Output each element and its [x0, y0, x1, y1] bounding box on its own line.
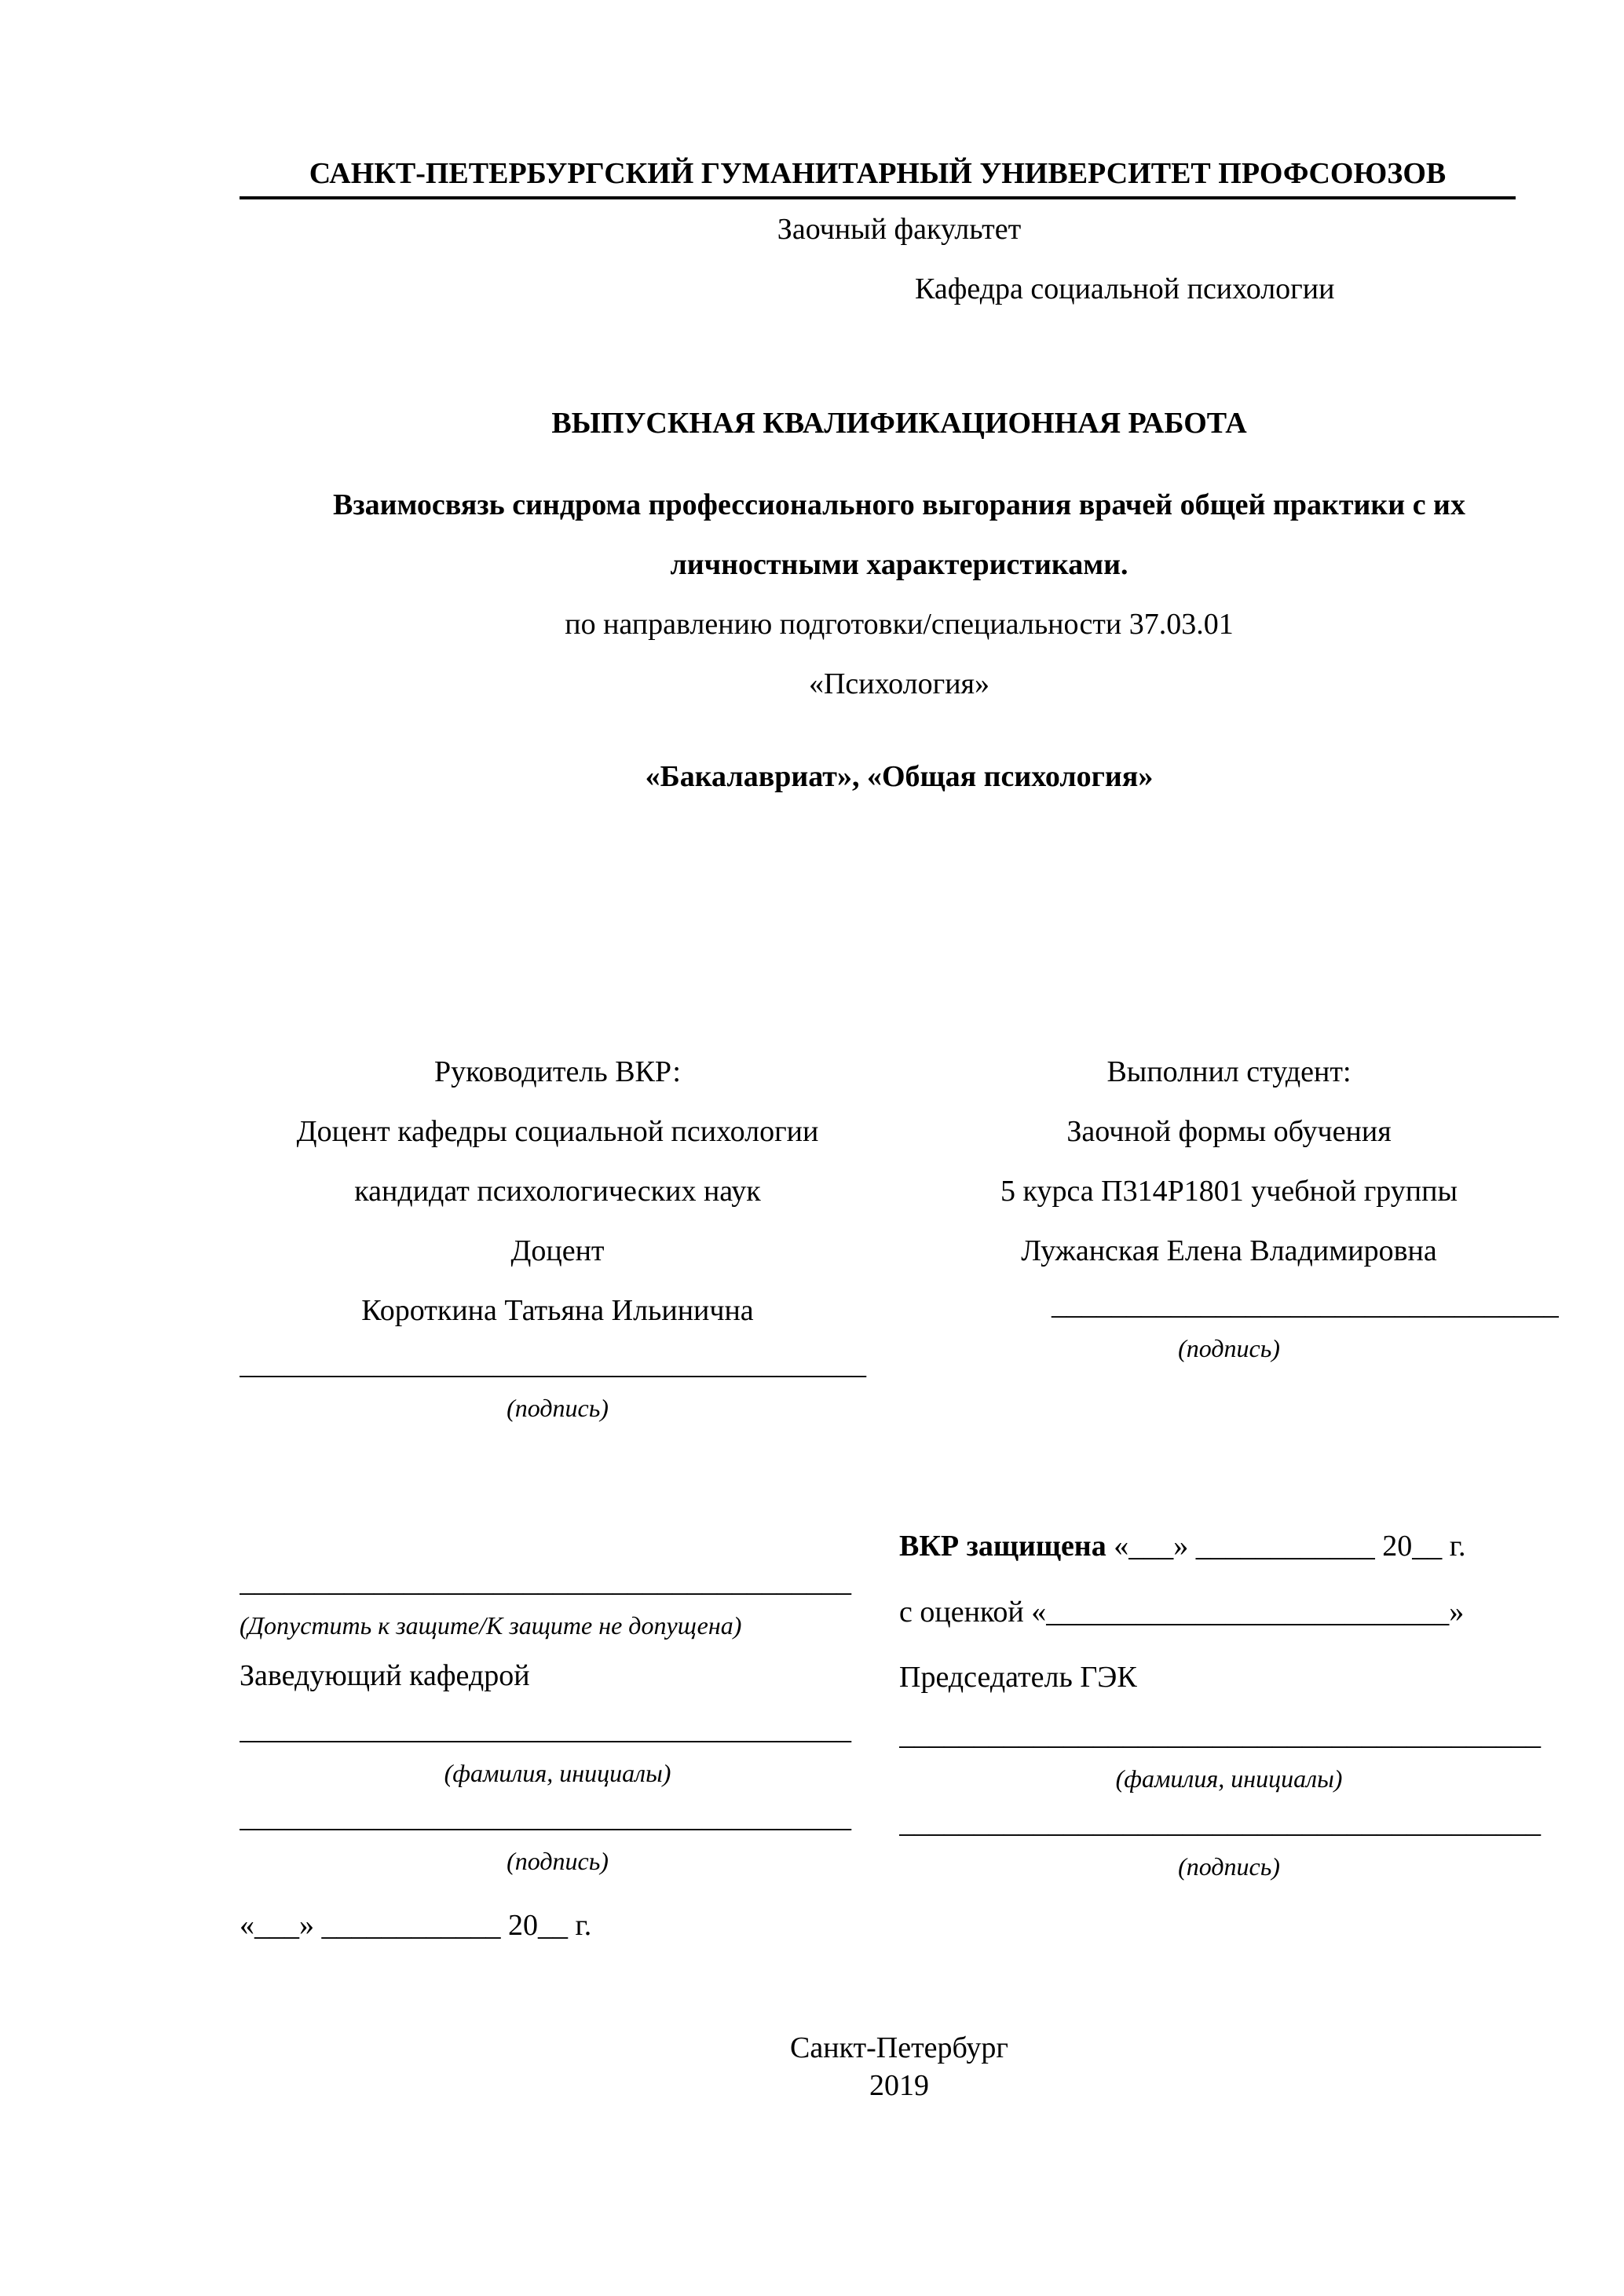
department-head-label: Заведующий кафедрой: [240, 1659, 530, 1693]
admission-date-line: «___» ____________ 20__ г.: [240, 1909, 592, 1943]
defense-date-line: [899, 1514, 1559, 1580]
chairman-label: Председатель ГЭК: [899, 1661, 1137, 1695]
supervisor-signature-caption: (подпись): [507, 1393, 609, 1422]
program-line: «Бакалавриат», «Общая психология»: [645, 760, 1154, 794]
chairman-signature-caption: (подпись): [1178, 1852, 1280, 1881]
supervisor-degree: кандидат психологических наук: [354, 1175, 761, 1208]
supervisor-signature-line: __________________________________________: [240, 1347, 866, 1381]
supervisor-column: [240, 1042, 876, 1955]
page-content: [240, 153, 1559, 2104]
university-name: САНКТ-ПЕТЕРБУРГСКИЙ ГУМАНИТАРНЫЙ УНИВЕРСИТЕТ ПРОФСОЮЗОВ: [240, 153, 1516, 199]
department-name: Кафедра социальной психологии: [915, 272, 1335, 306]
grade-line: с оценкой «___________________________»: [899, 1595, 1465, 1629]
student-label: Выполнил студент:: [1106, 1055, 1352, 1089]
thesis-title: Взаимосвязь синдрома профессионального выгорания врачей общей практики с их личностными характеристиками.: [333, 488, 1465, 582]
footer-year: 2019: [869, 2068, 929, 2102]
chairman-name-line: ___________________________________________: [899, 1717, 1541, 1751]
supervisor-name: Короткина Татьяна Ильинична: [361, 1294, 754, 1328]
signature-columns: [240, 1042, 1559, 1955]
head-signature-caption: (подпись): [507, 1846, 609, 1875]
student-signature-caption: (подпись): [1178, 1333, 1280, 1362]
student-group: 5 курса П314Р1801 учебной группы: [1000, 1175, 1458, 1208]
specialty-name: «Психология»: [808, 667, 990, 701]
supervisor-rank: Доцент: [510, 1234, 605, 1268]
head-name-caption: (фамилия, инициалы): [444, 1758, 671, 1787]
supervisor-position: Доцент кафедры социальной психологии: [296, 1115, 819, 1149]
admission-caption: (Допустить к защите/К защите не допущена): [240, 1610, 742, 1640]
student-name: Лужанская Елена Владимировна: [1021, 1234, 1437, 1268]
defended-label: ВКР защищена: [899, 1530, 1106, 1563]
admission-line: _________________________________________: [240, 1565, 851, 1599]
chairman-signature-line: ___________________________________________: [899, 1805, 1541, 1839]
work-type-heading: ВЫПУСКНАЯ КВАЛИФИКАЦИОННАЯ РАБОТА: [551, 407, 1247, 441]
faculty-name: Заочный факультет: [777, 213, 1022, 247]
chairman-name-caption: (фамилия, инициалы): [1115, 1764, 1343, 1793]
defended-blanks: «___» ____________ 20__ г.: [1106, 1530, 1466, 1563]
student-signature-line: __________________________________: [1052, 1288, 1559, 1322]
head-name-line: _________________________________________: [240, 1713, 851, 1746]
student-form: Заочной формы обучения: [1066, 1115, 1392, 1149]
footer: [240, 2030, 1559, 2104]
student-column: [899, 1042, 1559, 1887]
direction-line: по направлению подготовки/специальности 37.03.01: [565, 608, 1234, 642]
footer-city: Санкт-Петербург: [789, 2031, 1009, 2065]
supervisor-label: Руководитель ВКР:: [434, 1055, 681, 1089]
head-signature-line: _________________________________________: [240, 1801, 851, 1834]
